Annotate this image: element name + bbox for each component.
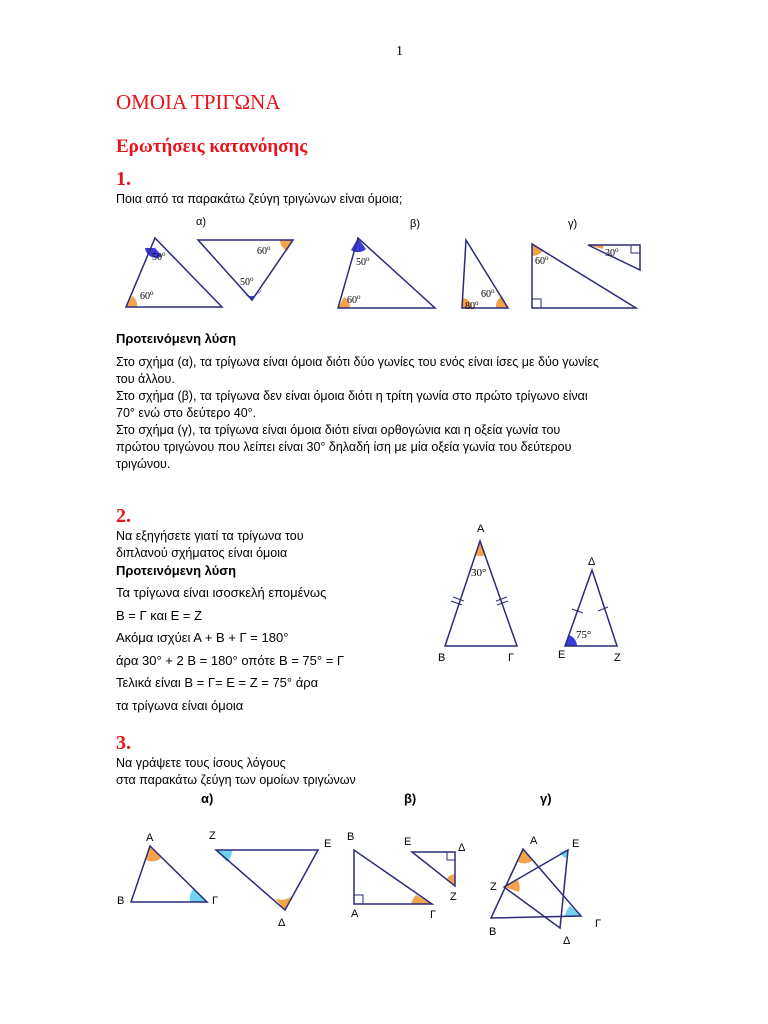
q3a-label-B: Β [117, 895, 125, 907]
q3c-label-E: Ε [572, 838, 580, 850]
q3b-label-A: Α [351, 908, 359, 920]
q2-label-B: Β [438, 652, 446, 664]
q3a-label-A: Α [146, 832, 154, 844]
q1-label-c: γ) [568, 218, 578, 230]
q2-solution [116, 582, 344, 717]
q3-number: 3. [116, 732, 131, 754]
q1b-label-left-top: 50$^o$ [356, 255, 370, 268]
q2-solution-line: άρα 30° + 2 Β = 180° οπότε Β = 75° = Γ [116, 652, 345, 668]
q1-label-a: α) [196, 216, 207, 228]
q3a-label-E: Ε [324, 838, 332, 850]
q3b-label-Z: Ζ [450, 891, 457, 903]
q2-question-line: διπλανού σχήματος είναι όμοια [116, 546, 288, 560]
q1b-label-left-bottom: 60$^o$ [347, 293, 361, 306]
q1c-label-right: 30$^o$ [605, 246, 619, 259]
q1-solution-line: του άλλου. [116, 372, 175, 386]
q2-question-line: Να εξηγήσετε γιατί τα τρίγωνα του [116, 529, 304, 543]
q3-question-line: στα παρακάτω ζεύγη των ομοίων τριγώνων [116, 773, 356, 787]
q1a-label-right-top: 60$^o$ [257, 244, 271, 257]
q1a-label-left-top: 50$^o$ [152, 250, 166, 263]
q3-label-a: α) [201, 791, 214, 806]
q1b-left-top-angle [351, 238, 366, 252]
q3-label-c: γ) [540, 791, 552, 806]
q2-number: 2. [116, 505, 131, 527]
q2-solution-line: Τα τρίγωνα είναι ισοσκελή επομένως [116, 585, 327, 600]
q1-solution-line: Στο σχήμα (γ), τα τρίγωνα είναι όμοια διότι είναι ορθογώνια και η οξεία γωνία του [116, 423, 561, 437]
q1-solution-line: πρώτου τριγώνου που λείπει είναι 30° δηλαδή ίση με μία οξεία γωνία του δεύτερου [116, 440, 572, 454]
q1-solution-heading: Προτεινόμενη λύση [116, 331, 237, 346]
q1b-label-right-right: 60$^o$ [481, 287, 495, 300]
q1-number: 1. [116, 168, 131, 190]
q2-solution-line: τα τρίγωνα είναι όμοια [116, 697, 244, 713]
q1-solution [116, 354, 676, 473]
q1b-label-right-left: 80$^o$ [465, 299, 479, 312]
q2-label-E: Ε [558, 649, 566, 661]
q1-solution-line: Στο σχήμα (β), τα τρίγωνα δεν είναι όμοια διότι η τρίτη γωνία στο πρώτο τρίγωνο είναι [116, 389, 588, 403]
q3a-triangle-ABG [131, 846, 207, 902]
q1-solution-line: τριγώνου. [116, 457, 171, 471]
q2-question [116, 528, 304, 562]
q3b-label-G: Γ [430, 909, 437, 921]
q2-figure [430, 515, 660, 675]
q1-question: Ποια από τα παρακάτω ζεύγη τριγώνων είναι όμοια; [116, 192, 403, 206]
q1-solution-line: Στο σχήμα (α), τα τρίγωνα είναι όμοια διότι δύο γωνίες του ενός είναι ίσες με δύο γωνίες [116, 355, 599, 369]
q3c-label-B: Β [489, 926, 497, 938]
q3b-label-D: Δ [458, 842, 466, 854]
section-subtitle: Ερωτήσεις κατανόησης [116, 136, 308, 157]
q1a-right-triangle [198, 240, 293, 300]
q2-label-Z: Ζ [614, 652, 621, 664]
q3c-label-D: Δ [563, 935, 571, 947]
q2-solution-line: Β = Γ και Ε = Ζ [116, 607, 203, 623]
q3-figures [0, 820, 768, 960]
q1-solution-line: 70° ενώ στο δεύτερο 40°. [116, 406, 257, 420]
q1-label-b: β) [410, 218, 420, 230]
q2-solution-line: Ακόμα ισχύει Α + Β + Γ = 180° [116, 630, 289, 645]
q2-solution-line: Τελικά είναι Β = Γ= Ε = Ζ = 75° άρα [116, 675, 319, 690]
q3c-label-Z: Ζ [490, 881, 497, 893]
q2-label-angle-E: 75° [576, 629, 592, 641]
q3a-label-G: Γ [212, 895, 219, 907]
q3b-triangle-EDZ [412, 852, 455, 886]
q3-question-line: Να γράψετε τους ίσους λόγους [116, 756, 286, 770]
q1a-label-left-bottom: 60$^o$ [140, 289, 154, 302]
q1c-label-left: 60$^o$ [535, 254, 549, 267]
q3-question [116, 755, 356, 789]
q3a-triangle-ZED [216, 850, 318, 910]
q3b-label-E: Ε [404, 836, 412, 848]
page-number: 1 [396, 44, 403, 59]
page-title: ΟΜΟΙΑ ΤΡΙΓΩΝΑ [116, 90, 281, 114]
q1a-label-right-bottom: 50$^o$ [240, 275, 254, 288]
q2-solution-heading: Προτεινόμενη λύση [116, 563, 237, 578]
q2-label-D: Δ [588, 556, 596, 568]
q1-figures [0, 0, 768, 330]
q3a-label-Z: Ζ [209, 830, 216, 842]
q3c-triangles [491, 849, 581, 928]
q2-triangle-ABG [445, 541, 517, 646]
q2-label-angle-A: 30° [471, 567, 487, 579]
q3c-label-G: Γ [595, 918, 602, 930]
q3a-label-D: Δ [278, 917, 286, 929]
q2-label-A: Α [477, 523, 485, 535]
q2-label-G: Γ [508, 652, 515, 664]
q3-label-b: β) [404, 791, 417, 806]
q3c-label-A: Α [530, 835, 538, 847]
q3b-label-B: Β [347, 831, 355, 843]
